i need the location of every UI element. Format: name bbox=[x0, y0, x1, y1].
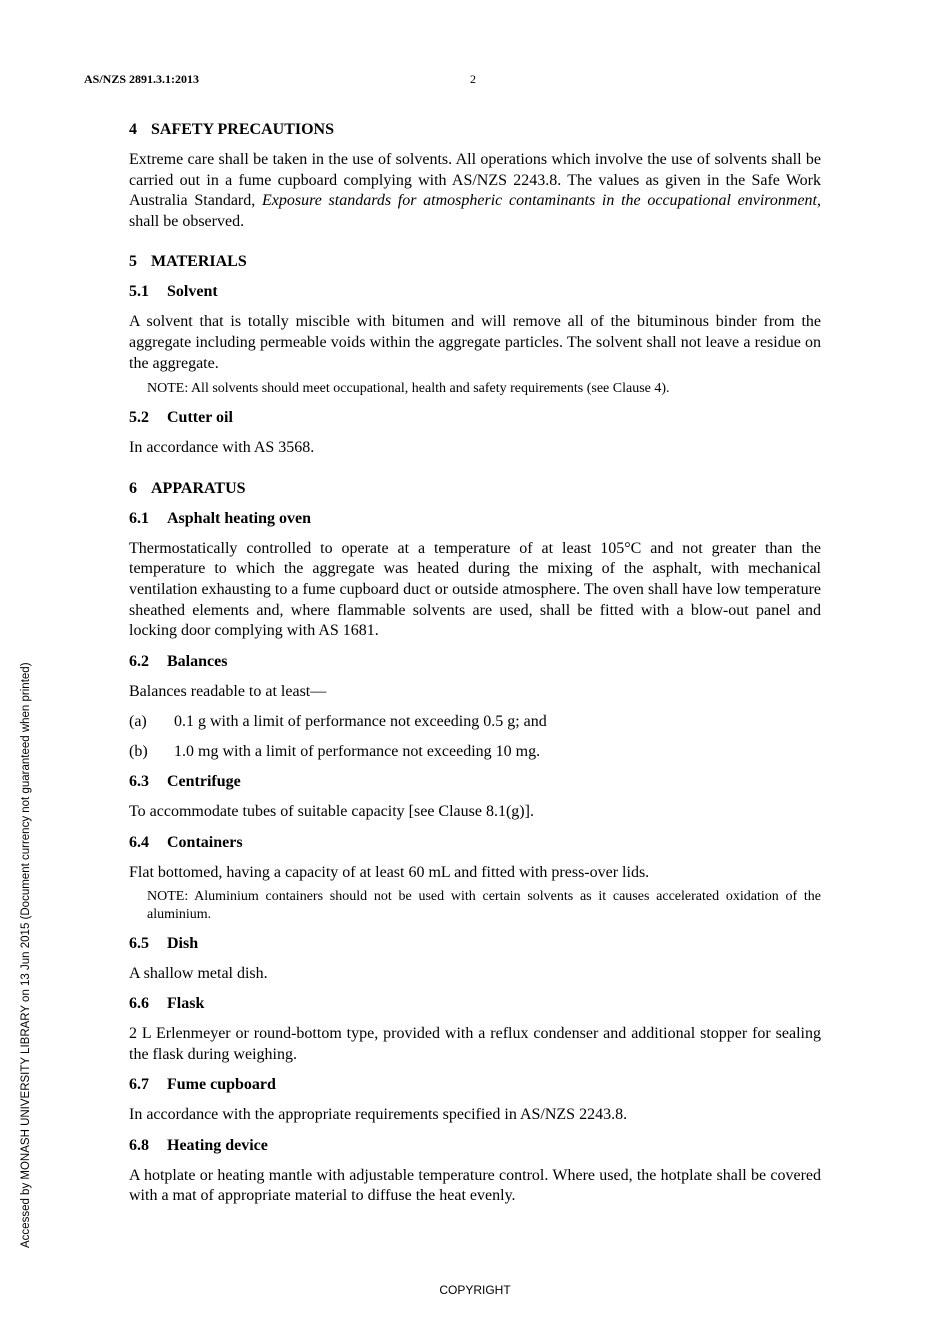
clause-title: Balances bbox=[167, 652, 228, 670]
list-label: (b) bbox=[129, 743, 148, 761]
clause-title: Fume cupboard bbox=[167, 1076, 276, 1094]
text-span: , shall be observed. bbox=[129, 192, 821, 230]
clause-6-1-heading bbox=[129, 509, 821, 529]
clause-6-7-heading bbox=[129, 1075, 821, 1095]
document-id: AS/NZS 2891.3.1:2013 bbox=[84, 72, 200, 86]
list-item bbox=[129, 712, 821, 732]
clause-6-3-heading bbox=[129, 772, 821, 792]
section-number: 6 bbox=[129, 479, 137, 497]
clause-6-8-heading bbox=[129, 1136, 821, 1156]
clause-6-4-text: Flat bottomed, having a capacity of at least 60 mL and fitted with press-over lids. bbox=[129, 863, 650, 881]
clause-number: 6.6 bbox=[129, 995, 149, 1013]
copyright-footer: COPYRIGHT bbox=[439, 1283, 511, 1297]
page-number: 2 bbox=[470, 72, 476, 86]
section-title: SAFETY PRECAUTIONS bbox=[151, 121, 334, 138]
clause-6-3-text: To accommodate tubes of suitable capacity [see Clause 8.1(g)]. bbox=[129, 803, 534, 821]
clause-5-2-text: In accordance with AS 3568. bbox=[129, 439, 315, 457]
section-6-heading bbox=[129, 479, 821, 499]
clause-title: Dish bbox=[167, 934, 199, 952]
clause-number: 5.1 bbox=[129, 283, 149, 301]
clause-number: 6.5 bbox=[129, 934, 149, 952]
clause-6-2-text: Balances readable to at least— bbox=[129, 682, 327, 700]
clause-5-1-heading bbox=[129, 282, 821, 302]
clause-title: Heating device bbox=[167, 1136, 268, 1154]
clause-6-2-heading bbox=[129, 652, 821, 672]
clause-6-5-text: A shallow metal dish. bbox=[129, 964, 268, 982]
section-5-heading bbox=[129, 252, 821, 272]
access-watermark: Accessed by MONASH UNIVERSITY LIBRARY on 13 Jun 2015 (Document currency not guaranteed when printed) bbox=[20, 662, 32, 1248]
clause-6-7-text: In accordance with the appropriate requirements specified in AS/NZS 2243.8. bbox=[129, 1106, 628, 1124]
list-text: 0.1 g with a limit of performance not exceeding 0.5 g; and bbox=[174, 713, 547, 731]
section-title: MATERIALS bbox=[151, 253, 247, 271]
clause-title: Cutter oil bbox=[167, 409, 233, 427]
clause-6-6-heading bbox=[129, 994, 821, 1014]
clause-title: Containers bbox=[167, 833, 243, 851]
section-4-heading bbox=[129, 120, 821, 140]
text-span: Extreme care shall be taken in the use of solvents. All operations which involve the use of solvents shall be carried out in a fume cupboard complying with AS/NZS 2243.8. The values as given in the Safe Work Australia Standard, bbox=[129, 151, 821, 210]
clause-6-4-heading bbox=[129, 833, 821, 853]
clause-number: 6.3 bbox=[129, 773, 149, 791]
clause-number: 6.2 bbox=[129, 652, 149, 670]
clause-6-6-text: 2 L Erlenmeyer or round-bottom type, provided with a reflux condenser and additional stopper for sealing the flask during weighing. bbox=[129, 1025, 821, 1063]
clause-number: 6.1 bbox=[129, 509, 149, 527]
clause-title: Asphalt heating oven bbox=[167, 509, 312, 527]
section-number: 5 bbox=[129, 253, 137, 271]
list-item bbox=[129, 742, 821, 762]
section-4-text bbox=[129, 150, 821, 232]
clause-number: 6.7 bbox=[129, 1076, 149, 1094]
clause-title: Centrifuge bbox=[167, 773, 241, 791]
section-title: APPARATUS bbox=[151, 479, 246, 497]
clause-5-1-note: NOTE: All solvents should meet occupational, health and safety requirements (see Clause 4). bbox=[147, 381, 670, 397]
clause-5-1-text: A solvent that is totally miscible with bitumen and will remove all of the bituminous binder from the aggregate including permeable voids within the aggregate particles. The solvent shall not leave a residue on the aggregate. bbox=[129, 313, 821, 372]
document-body bbox=[129, 120, 821, 1207]
list-label: (a) bbox=[129, 713, 147, 731]
clause-number: 6.8 bbox=[129, 1136, 149, 1154]
clause-title: Solvent bbox=[167, 283, 218, 301]
list-text: 1.0 mg with a limit of performance not exceeding 10 mg. bbox=[174, 743, 541, 761]
section-number: 4 bbox=[129, 121, 137, 138]
standard-title: Exposure standards for atmospheric contaminants in the occupational environment bbox=[261, 192, 817, 210]
clause-6-1-text: Thermostatically controlled to operate at a temperature of at least 105°C and not greater than the temperature to which the aggregate was heated during the mixing of the asphalt, with mechanical ventilation exhausting to a fume cupboard duct or outside atmosphere. The oven shall have low temperature sheathed elements and, where flammable solvents are used, shall be fitted with a blow-out panel and locking door complying with AS 1681. bbox=[129, 539, 821, 640]
clause-6-4-note: NOTE: Aluminium containers should not be used with certain solvents as it causes accelerated oxidation of the aluminium. bbox=[147, 888, 821, 922]
clause-5-2-heading bbox=[129, 408, 821, 428]
clause-6-8-text: A hotplate or heating mantle with adjustable temperature control. Where used, the hotplate shall be covered with a mat of appropriate material to diffuse the heat evenly. bbox=[129, 1166, 821, 1205]
clause-number: 5.2 bbox=[129, 409, 149, 427]
clause-6-5-heading bbox=[129, 934, 821, 954]
clause-title: Flask bbox=[167, 995, 205, 1013]
clause-number: 6.4 bbox=[129, 833, 149, 851]
